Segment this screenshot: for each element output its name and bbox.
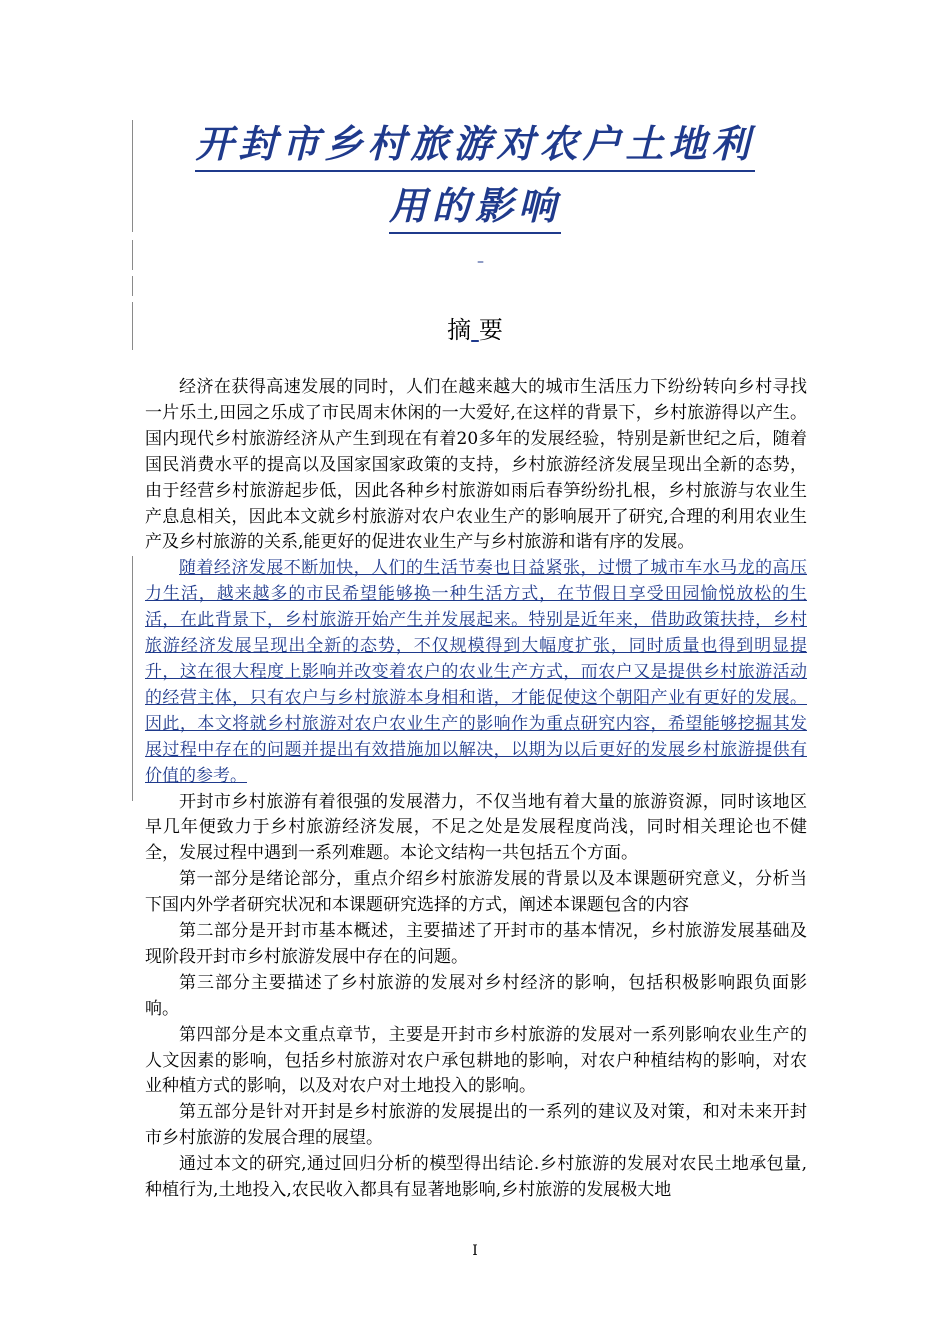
paragraph: 第一部分是绪论部分，重点介绍乡村旅游发展的背景以及本课题研究意义，分析当下国内外学者研究状况和本课题研究选择的方式，阐述本课题包含的内容 [145,869,807,916]
title-line-2: 用的影响 [389,180,561,234]
revision-margin-bar [132,240,133,270]
paragraph: 第四部分是本文重点章节，主要是开封市乡村旅游的发展对一系列影响农业生产的人文因素的影响，包括乡村旅游对农户承包耕地的影响，对农户种植结构的影响，对农业种植方式的影响，以及对农户对土地投入的影响。 [145,1024,807,1097]
abstract-heading-left: 摘 [447,316,472,344]
paragraph: 经济在获得高速发展的同时，人们在越来越大的城市生活压力下纷纷转向乡村寻找一片乐土,田园之乐成了市民周末休闲的一大爱好,在这样的背景下，乡村旅游得以产生。国内现代乡村旅游经济从产生到现在有着20多年的发展经验，特别是新世纪之后，随着国民消费水平的提高以及国家国家政策的支持，乡村旅游经济发展呈现出全新的态势，由于经营乡村旅游起步低，因此各种乡村旅游如雨后春笋纷纷扎根，乡村旅游与农业生产息息相关，因此本文就乡村旅游对农户农业生产的影响展开了研究,合理的利用农业生产及乡村旅游的关系,能更好的促进农业生产与乡村旅游和谐有序的发展。 [145,377,807,553]
abstract-body [145,375,807,1204]
revision-mark: – [477,254,484,270]
revision-margin-bar [132,120,133,232]
abstract-heading-sep [471,316,479,344]
abstract-heading [0,310,950,345]
paragraph: 第五部分是针对开封是乡村旅游的发展提出的一系列的建议及对策，和对未来开封市乡村旅游的发展合理的展望。 [145,1102,807,1149]
paragraph: 第三部分主要描述了乡村旅游的发展对乡村经济的影响，包括积极影响跟负面影响。 [145,972,807,1019]
page-number: I [472,1243,478,1259]
revision-margin-bar [132,556,133,801]
title-line-1: 开封市乡村旅游对农户土地利 [195,118,754,172]
revision-margin-bar [132,276,133,296]
abstract-heading-right: 要 [478,316,503,344]
revised-paragraph: 随着经济发展不断加快，人们的生活节奏也日益紧张，过惯了城市车水马龙的高压力生活，越来越多的市民希望能够换一种生活方式，在节假日享受田园愉悦放松的生活，在此背景下，乡村旅游开始产生并发展起来。特别是近年来，借助政策扶持，乡村旅游经济发展呈现出全新的态势，不仅规模得到大幅度扩张，同时质量也得到明显提升，这在很大程度上影响并改变着农户的农业生产方式，而农户又是提供乡村旅游活动的经营主体，只有农户与乡村旅游本身相和谐，才能促使这个朝阳产业有更好的发展。因此，本文将就乡村旅游对农户农业生产的影响作为重点研究内容，希望能够挖掘其发展过程中存在的问题并提出有效措施加以解决，以期为以后更好的发展乡村旅游提供有价值的参考。 [145,558,807,786]
document-title [145,118,805,234]
paragraph: 通过本文的研究,通过回归分析的模型得出结论.乡村旅游的发展对农民土地承包量,种植行为,土地投入,农民收入都具有显著地影响,乡村旅游的发展极大地 [145,1154,807,1201]
paragraph: 开封市乡村旅游有着很强的发展潜力，不仅当地有着大量的旅游资源，同时该地区早几年便致力于乡村旅游经济发展，不足之处是发展程度尚浅，同时相关理论也不健全，发展过程中遇到一系列难题。本论文结构一共包括五个方面。 [145,791,807,864]
paragraph: 第二部分是开封市基本概述，主要描述了开封市的基本情况，乡村旅游发展基础及现阶段开封市乡村旅游发展中存在的问题。 [145,921,807,967]
